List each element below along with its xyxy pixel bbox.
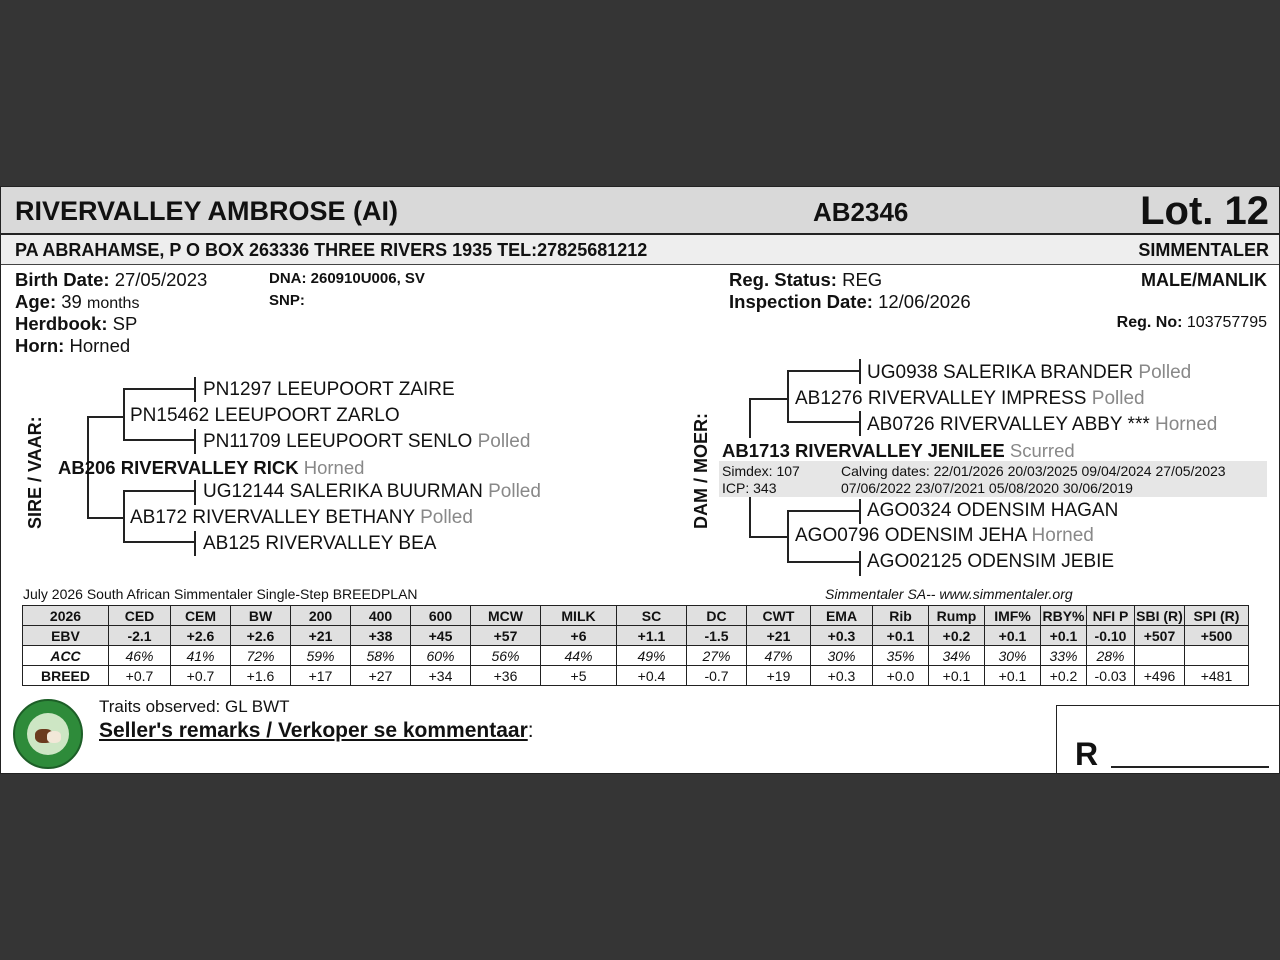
birth-date-value: 27/05/2023 [114, 269, 208, 290]
pedigree-name: AGO0796 ODENSIM JEHA [795, 525, 1027, 546]
owner-bar [1, 235, 1280, 265]
horn-status: Polled [488, 481, 541, 502]
table-cell: +2.6 [231, 626, 291, 646]
table-cell: +2.6 [171, 626, 231, 646]
lot-card [0, 186, 1280, 774]
table-cell: 28% [1087, 646, 1135, 666]
table-cell: 49% [617, 646, 687, 666]
table-cell: +0.1 [929, 666, 985, 686]
birth-date-row [15, 269, 207, 291]
sire-dam-sire [203, 481, 541, 503]
table-cell: +36 [471, 666, 541, 686]
table-cell: +481 [1185, 666, 1249, 686]
pedigree-name: PN1297 LEEUPOORT ZAIRE [203, 379, 455, 400]
sire-sire [130, 405, 400, 427]
row-label: ACC [23, 646, 109, 666]
snp-text: SNP: [269, 292, 305, 309]
pedigree-name: AB172 RIVERVALLEY BETHANY [130, 507, 415, 528]
tree-line [123, 490, 195, 492]
ebv-table [22, 605, 1249, 686]
age-row [15, 291, 139, 313]
table-cell: +500 [1185, 626, 1249, 646]
ebv-header-row [23, 606, 1249, 626]
pedigree-name: AGO0324 ODENSIM HAGAN [867, 500, 1119, 521]
dna-text: DNA: 260910U006, SV [269, 270, 425, 287]
table-cell: -0.7 [687, 666, 747, 686]
inspection-date: 12/06/2026 [878, 291, 971, 312]
table-cell: +17 [291, 666, 351, 686]
table-cell: +57 [471, 626, 541, 646]
herdbook-label: Herdbook: [15, 313, 108, 334]
column-header: SPI (R) [1185, 606, 1249, 626]
reg-status-value: REG [842, 269, 883, 290]
tree-line [123, 388, 195, 390]
pedigree-name: PN11709 LEEUPOORT SENLO [203, 431, 473, 452]
dam-side-label: DAM / MOER: [691, 413, 711, 529]
tree-line [123, 490, 125, 542]
table-cell: 47% [747, 646, 811, 666]
owner-details: PA ABRAHAMSE, P O BOX 263336 THREE RIVERS 1935 TEL:27825681212 [15, 240, 648, 260]
calving-dates-line-1: Calving dates: 22/01/2026 20/03/2025 09/04/2024 27/05/2023 [841, 463, 1226, 479]
tree-line [787, 370, 860, 372]
herdbook-value: SP [112, 313, 138, 334]
table-cell: 72% [231, 646, 291, 666]
price-box[interactable] [1056, 705, 1280, 774]
sire-side-label: SIRE / VAAR: [25, 416, 45, 529]
table-cell: +0.3 [811, 626, 873, 646]
tree-line [787, 561, 860, 563]
price-currency: R [1075, 736, 1099, 772]
column-header: SC [617, 606, 687, 626]
dam [722, 440, 1075, 462]
table-cell: 56% [471, 646, 541, 666]
tree-line [787, 510, 860, 512]
horn-status: Polled [420, 507, 473, 528]
table-cell: +0.4 [617, 666, 687, 686]
horn-status: Polled [1091, 388, 1145, 409]
tree-line [749, 398, 789, 400]
pedigree-name: AB125 RIVERVALLEY BEA [203, 533, 437, 554]
table-cell: +1.6 [231, 666, 291, 686]
table-cell: +0.1 [985, 666, 1041, 686]
column-header: 200 [291, 606, 351, 626]
icp-value: ICP: 343 [722, 480, 777, 496]
table-cell: 30% [985, 646, 1041, 666]
seller-remarks [99, 719, 534, 743]
table-cell: -1.5 [687, 626, 747, 646]
table-cell: +34 [411, 666, 471, 686]
tree-line [123, 388, 125, 440]
table-cell [1135, 646, 1185, 666]
dam-dam [795, 525, 1094, 547]
tree-line [87, 517, 125, 519]
price-line [1111, 766, 1269, 768]
horn-status: Polled [1138, 362, 1192, 383]
pedigree-name: AGO02125 ODENSIM JEBIE [867, 551, 1115, 572]
sire-sire-sire [203, 379, 455, 401]
reg-no-row [1117, 314, 1267, 332]
reg-status-label: Reg. Status: [729, 269, 837, 290]
column-header: MCW [471, 606, 541, 626]
traits-observed: Traits observed: GL BWT [99, 697, 290, 716]
table-cell: +0.7 [109, 666, 171, 686]
column-header: NFI P [1087, 606, 1135, 626]
sire-dam-dam [203, 533, 436, 555]
horn-status: Horned [1155, 414, 1218, 435]
pedigree-name: AB1276 RIVERVALLEY IMPRESS [795, 388, 1087, 409]
column-header: CEM [171, 606, 231, 626]
tree-line [194, 429, 196, 454]
age-unit: months [86, 295, 140, 312]
tree-line [749, 536, 789, 538]
acc-row [23, 646, 1249, 666]
table-cell: +27 [351, 666, 411, 686]
pedigree-name: UG0938 SALERIKA BRANDER [867, 362, 1134, 383]
dam-dam-sire [867, 500, 1118, 522]
column-header: DC [687, 606, 747, 626]
reg-no-label: Reg. No: [1116, 314, 1183, 331]
column-header: CWT [747, 606, 811, 626]
table-cell: 59% [291, 646, 351, 666]
dam-dam-dam [867, 551, 1114, 573]
table-cell: 33% [1041, 646, 1087, 666]
table-cell: +496 [1135, 666, 1185, 686]
tree-line [787, 510, 789, 562]
tree-line [787, 421, 860, 423]
pedigree-name: AB206 RIVERVALLEY RICK [58, 457, 299, 478]
table-cell: 44% [541, 646, 617, 666]
column-header: SBI (R) [1136, 607, 1183, 624]
column-header: MILK [541, 606, 617, 626]
table-cell: +0.7 [171, 666, 231, 686]
table-cell [1185, 646, 1249, 666]
sire-sire-dam [203, 431, 530, 453]
breed-name: SIMMENTALER [1138, 240, 1269, 260]
age-value: 39 [61, 291, 82, 312]
column-header: Rump [929, 606, 985, 626]
herdbook-row [15, 313, 137, 335]
logo-cow [47, 731, 61, 743]
tree-line [194, 531, 196, 556]
breedplan-caption: July 2026 South African Simmentaler Single-Step BREEDPLAN [23, 586, 418, 602]
pedigree-name: AB0726 RIVERVALLEY ABBY *** [867, 414, 1150, 435]
title-bar [1, 187, 1280, 235]
column-header: Rib [873, 606, 929, 626]
table-cell: 41% [171, 646, 231, 666]
table-cell: +6 [541, 626, 617, 646]
column-header: CED [109, 606, 171, 626]
tree-line [194, 480, 196, 505]
inspection-row [729, 291, 971, 313]
table-cell: 46% [109, 646, 171, 666]
age-label: Age: [15, 291, 57, 312]
calving-dates-line-2: 07/06/2022 23/07/2021 05/08/2020 30/06/2019 [841, 480, 1133, 496]
breed-row [23, 666, 1249, 686]
table-cell: +0.1 [873, 626, 929, 646]
simmentaler-logo [13, 699, 83, 769]
table-cell: +19 [747, 666, 811, 686]
table-cell: +38 [351, 626, 411, 646]
table-cell: +5 [541, 666, 617, 686]
column-header: EMA [811, 606, 873, 626]
table-cell: -0.10 [1087, 626, 1135, 646]
horn-row [15, 335, 130, 357]
birth-date-label: Birth Date: [15, 269, 110, 290]
ebv-row [23, 626, 1249, 646]
table-cell: +0.1 [1041, 626, 1087, 646]
registration-code: AB2346 [813, 197, 909, 227]
simdex-value: Simdex: 107 [722, 463, 800, 479]
table-cell: +0.1 [985, 626, 1041, 646]
pedigree-name: AB1713 RIVERVALLEY JENILEE [722, 440, 1005, 461]
table-cell: 35% [873, 646, 929, 666]
dam-sire [795, 388, 1145, 410]
row-label: EBV [23, 626, 109, 646]
column-header: 600 [411, 606, 471, 626]
row-label: BREED [23, 666, 109, 686]
tree-line [123, 439, 195, 441]
horn-value: Horned [69, 335, 131, 356]
sire [58, 457, 364, 479]
table-cell: 60% [411, 646, 471, 666]
table-cell: +21 [747, 626, 811, 646]
table-cell: +21 [291, 626, 351, 646]
table-cell: -2.1 [109, 626, 171, 646]
reg-status-row [729, 269, 882, 291]
column-header: 400 [351, 606, 411, 626]
pedigree-name: UG12144 SALERIKA BUURMAN [203, 481, 483, 502]
animal-name: RIVERVALLEY AMBROSE (AI) [15, 196, 399, 226]
table-cell: +1.1 [617, 626, 687, 646]
table-cell: +507 [1135, 626, 1185, 646]
reg-no-value: 103757795 [1186, 314, 1267, 331]
table-cell: +0.0 [873, 666, 929, 686]
dam-sire-sire [867, 362, 1191, 384]
horn-label: Horn: [15, 335, 65, 356]
horn-status: Horned [1031, 525, 1094, 546]
column-header: IMF% [985, 606, 1041, 626]
table-cell: +0.2 [1041, 666, 1087, 686]
horn-status: Scurred [1009, 440, 1075, 461]
table-cell: 34% [929, 646, 985, 666]
tree-line [749, 497, 751, 537]
seller-remarks-label: Seller's remarks / Verkoper se kommentaar [99, 719, 528, 742]
table-cell: -0.03 [1087, 666, 1135, 686]
table-cell: +0.3 [811, 666, 873, 686]
table-cell: 30% [811, 646, 873, 666]
tree-line [123, 541, 195, 543]
tree-line [859, 551, 861, 576]
tree-line [87, 416, 125, 418]
dam-sire-dam [867, 414, 1217, 436]
breedplan-website: Simmentaler SA-- www.simmentaler.org [825, 586, 1073, 602]
table-cell: 27% [687, 646, 747, 666]
horn-status: Horned [303, 457, 365, 478]
remarks-colon: : [527, 719, 534, 742]
inspection-label: Inspection Date: [729, 291, 873, 312]
horn-status: Polled [477, 431, 531, 452]
column-header: RBY% [1042, 607, 1085, 624]
lot-number: Lot. 12 [1140, 189, 1269, 233]
column-header: 2026 [23, 606, 109, 626]
table-cell: +0.2 [929, 626, 985, 646]
tree-line [787, 370, 789, 422]
table-cell: 58% [351, 646, 411, 666]
tree-line [749, 398, 751, 438]
sex-label: MALE/MANLIK [1141, 270, 1267, 290]
tree-line [859, 411, 861, 436]
table-cell: +45 [411, 626, 471, 646]
pedigree-name: PN15462 LEEUPOORT ZARLO [130, 405, 400, 426]
sire-dam [130, 507, 473, 529]
column-header: BW [231, 606, 291, 626]
